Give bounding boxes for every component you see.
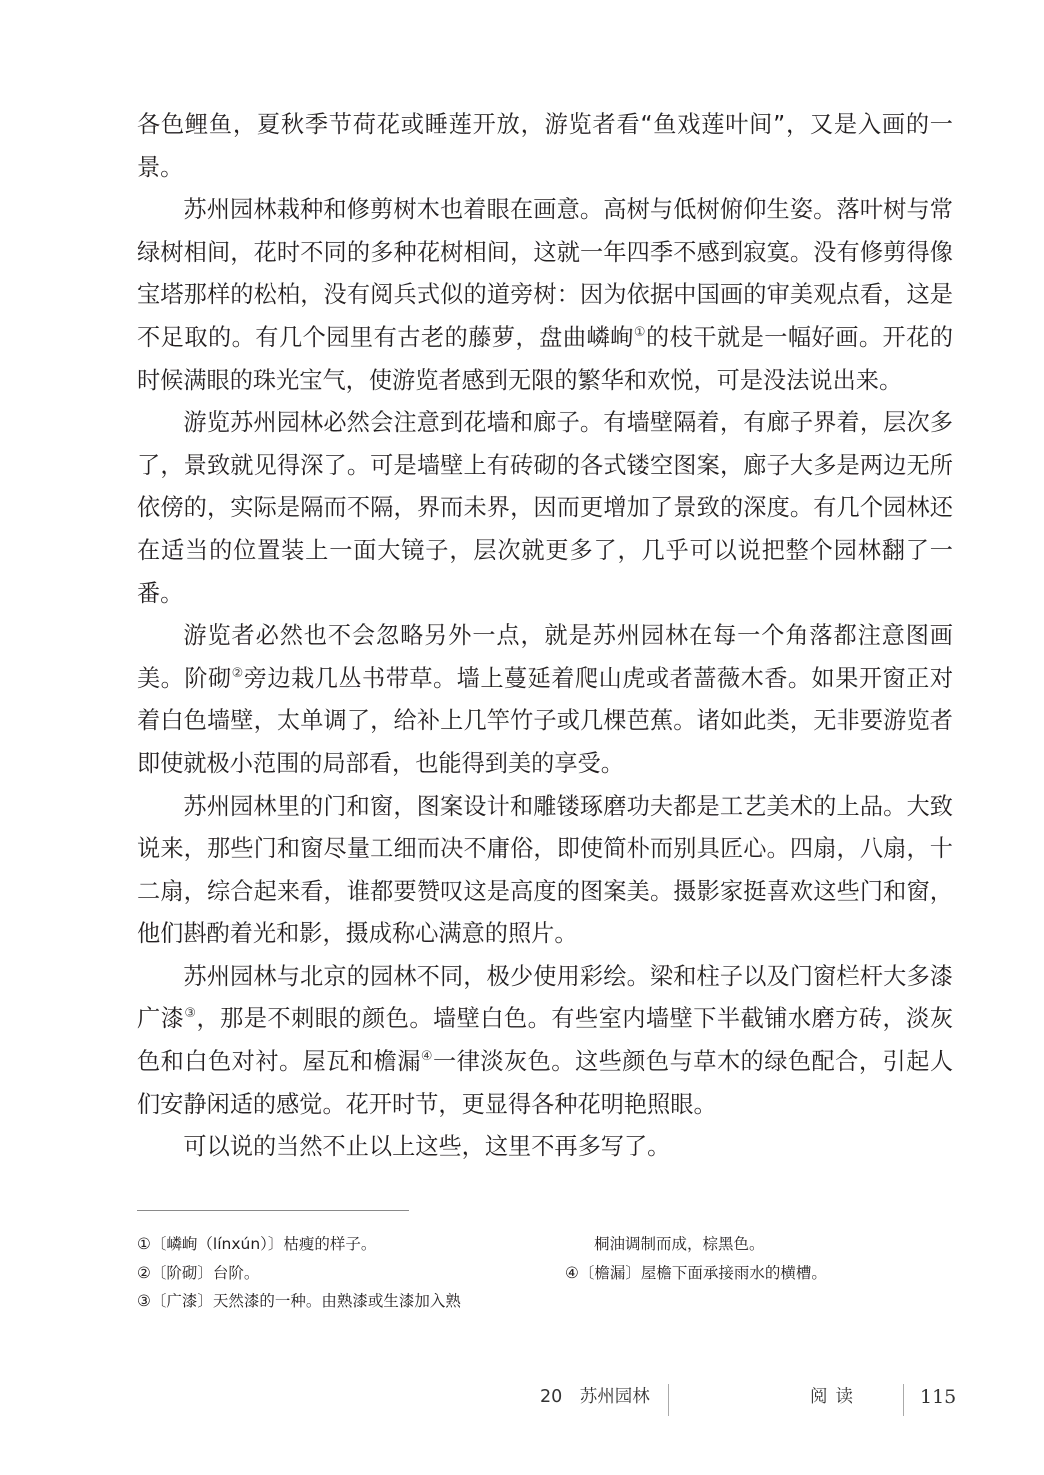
footnote-marker[interactable]: ③: [184, 1006, 197, 1022]
paragraph: 游览苏州园林必然会注意到花墙和廊子。有墙壁隔着，有廊子界着，层次多了，景致就见得深了。可是墙壁上有砖砌的各式镂空图案，廊子大多是两边无所依傍的，实际是隔而不隔，界而未界，因而更增加了景致的深度。有几个园林还在适当的位置装上一面大镜子，层次就更多了，几乎可以说把整个园林翻了一番。: [137, 409, 953, 607]
paragraph: 苏州园林与北京的园林不同，极少使用彩绘。梁和柱子以及门窗栏杆大多漆广漆③，那是不刺眼的颜色。墙壁白色。有些室内墙壁下半截铺水磨方砖，淡灰色和白色对衬。屋瓦和檐漏④一律淡灰色。这些颜色与草木的绿色配合，引起人们安静闲适的感觉。花开时节，更显得各种花明艳照眼。: [137, 962, 954, 1118]
footnotes-right-column: [565, 1230, 955, 1287]
footnote-marker[interactable]: ④: [420, 1049, 434, 1065]
footnote-3-continued: 桐油调制而成，棕黑色。: [594, 1235, 765, 1253]
footnote-marker[interactable]: ①: [633, 324, 646, 340]
paragraph: 游览者必然也不会忽略另外一点，就是苏州园林在每一个角落都注意图画美。阶砌②旁边栽几丛书带草。墙上蔓延着爬山虎或者蔷薇木香。如果开窗正对着白色墙壁，太单调了，给补上几竿竹子或几棵芭蕉。诸如此类，无非要游览者即使就极小范围的局部看，也能得到美的享受。: [137, 622, 954, 777]
lesson-title: 20 苏州园林: [540, 1387, 650, 1407]
footnote-1: ①〔嶙峋（línxún）〕枯瘦的样子。: [137, 1235, 377, 1253]
footer-divider: [903, 1384, 904, 1416]
footnote-2: ②〔阶砌〕台阶。: [137, 1263, 260, 1282]
paragraph: 可以说的当然不止以上这些，这里不再多写了。: [183, 1133, 671, 1161]
footnote-marker[interactable]: ②: [231, 665, 244, 681]
paragraph: 苏州园林里的门和窗，图案设计和雕镂琢磨功夫都是工艺美术的上品。大致说来，那些门和窗尽量工细而决不庸俗，即使简朴而别具匠心。四扇，八扇，十二扇，综合起来看，谁都要赞叹这是高度的图案美。摄影家挺喜欢这些门和窗，他们斟酌着光和影，摄成称心满意的照片。: [137, 792, 953, 948]
section-label: 阅读: [810, 1387, 861, 1407]
footnotes-left-column: [137, 1230, 557, 1316]
footnote-3: ③〔广漆〕天然漆的一种。由熟漆或生漆加入熟: [137, 1292, 461, 1310]
footnote-divider: [137, 1210, 409, 1211]
paragraph: 苏州园林栽种和修剪树木也着眼在画意。高树与低树俯仰生姿。落叶树与常绿树相间，花时不同的多种花树相间，这就一年四季不感到寂寞。没有修剪得像宝塔那样的松柏，没有阅兵式似的道旁树：因为依据中国画的审美观点看，这是不足取的。有几个园里有古老的藤萝，盘曲嶙峋①的枝干就是一幅好画。开花的时候满眼的珠光宝气，使游览者感到无限的繁华和欢悦，可是没法说出来。: [137, 196, 954, 394]
footnote-4: ④〔檐漏〕屋檐下面承接雨水的横槽。: [565, 1263, 827, 1282]
page-number: 115: [920, 1386, 957, 1408]
article-body: [137, 104, 953, 1169]
paragraph: 各色鲤鱼，夏秋季节荷花或睡莲开放，游览者看“鱼戏莲叶间”，又是入画的一景。: [137, 111, 953, 181]
footer-divider: [668, 1384, 669, 1416]
